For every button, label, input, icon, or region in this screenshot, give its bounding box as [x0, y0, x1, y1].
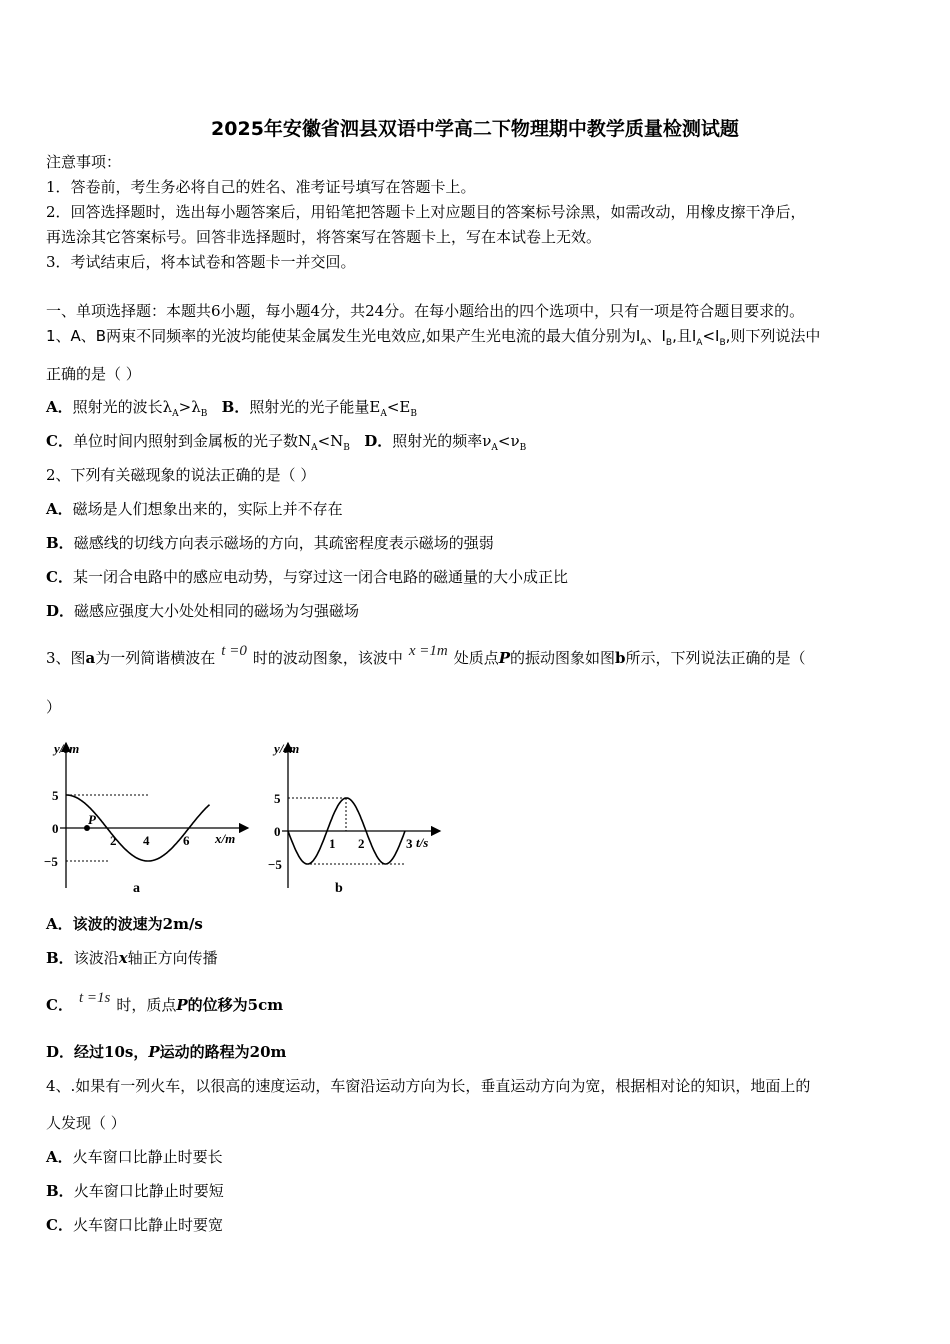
q3-option: A．该波的波速为2m/s [46, 915, 203, 933]
y-axis-label: y/cm [274, 741, 300, 756]
q2-option: D．磁感应强度大小处处相同的磁场为匀强磁场 [46, 602, 360, 620]
q4-option: C．火车窗口比静止时要宽 [46, 1216, 223, 1234]
q4-stem-cont: 人发现（ ） [46, 1114, 126, 1132]
x-tick: 4 [143, 833, 150, 848]
x-tick: 2 [110, 833, 117, 848]
x-tick: 6 [183, 833, 190, 848]
q3-stem-close: ） [46, 698, 62, 716]
notice-item: 再选涂其它答案标号。回答非选择题时，将答案写在答题卡上，写在本试卷上无效。 [46, 228, 602, 246]
point-label: P [88, 812, 96, 827]
q2-option: A．磁场是人们想象出来的，实际上并不存在 [46, 500, 343, 518]
x-tick: 1 [329, 836, 336, 851]
q4-option: B．火车窗口比静止时要短 [46, 1182, 224, 1200]
y-tick: 5 [274, 791, 281, 806]
q1-options-ab: A．照射光的波长$\lambda_A>\lambda_B$ B．照射光的光子能量$E_A<E_B$ [46, 398, 417, 419]
q2-stem: 2、下列有关磁现象的说法正确的是（ ） [46, 466, 316, 484]
notice-heading: 注意事项： [46, 153, 122, 171]
graph-caption: b [335, 881, 343, 896]
q1-options-cd: C．单位时间内照射到金属板的光子数$N_A<N_B$ D．照射光的频率$\nu_A<\nu_B$ [46, 432, 527, 453]
q2-option: B．磁感线的切线方向表示磁场的方向，其疏密程度表示磁场的强弱 [46, 534, 494, 552]
x-axis-label: t/s [416, 835, 429, 850]
q4-option: A．火车窗口比静止时要长 [46, 1148, 223, 1166]
q1-stem: 1、A、B两束不同频率的光波均能使某金属发生光电效应,如果产生光电流的最大值分别为$I_A$、$I_B$,且$I_A<I_B$,则下列说法中 [46, 327, 821, 348]
notice-item: 2．回答选择题时，选出每小题答案后，用铅笔把答题卡上对应题目的答案标号涂黑，如需改动，用橡皮擦干净后， [46, 203, 806, 221]
y-tick: −5 [268, 857, 282, 872]
q2-option: C．某一闭合电路中的感应电动势，与穿过这一闭合电路的磁通量的大小成正比 [46, 568, 568, 586]
y-axis-label: y/cm [54, 741, 80, 756]
x-axis-label: x/m [215, 831, 236, 846]
section-heading: 一、单项选择题：本题共6小题，每小题4分，共24分。在每小题给出的四个选项中，只有一项是符合题目要求的。 [46, 302, 805, 320]
q3-option: D．经过10s，P运动的路程为20m [46, 1043, 287, 1061]
y-tick: 0 [274, 824, 281, 839]
q1-stem-cont: 正确的是（ ） [46, 365, 141, 383]
notice-item: 1．答卷前，考生务必将自己的姓名、准考证号填写在答题卡上。 [46, 178, 476, 196]
q3-option: B．该波沿x轴正方向传播 [46, 949, 218, 967]
page-title: 2025年安徽省泗县双语中学高二下物理期中教学质量检测试题 [211, 118, 739, 140]
q4-stem: 4、.如果有一列火车，以很高的速度运动，车窗沿运动方向为长，垂直运动方向为宽，根据相对论的知识，地面上的 [46, 1077, 811, 1095]
graph-caption: a [133, 881, 140, 896]
wave-graph-a [40, 733, 255, 898]
x-tick: 2 [358, 836, 365, 851]
q3-stem: 3、图a为一列简谐横波在 t =0 时的波动图象，该波中 x =1m 处质点P的振动图象如图b所示，下列说法正确的是（ [46, 643, 806, 667]
vibration-graph-b [270, 733, 445, 898]
q3-option: C． t =1s 时，质点P的位移为5cm [46, 990, 284, 1014]
notice-item: 3．考试结束后，将本试卷和答题卡一并交回。 [46, 253, 356, 271]
y-tick: 0 [52, 821, 59, 836]
y-tick: −5 [44, 854, 58, 869]
y-tick: 5 [52, 788, 59, 803]
x-tick: 3 [406, 836, 413, 851]
